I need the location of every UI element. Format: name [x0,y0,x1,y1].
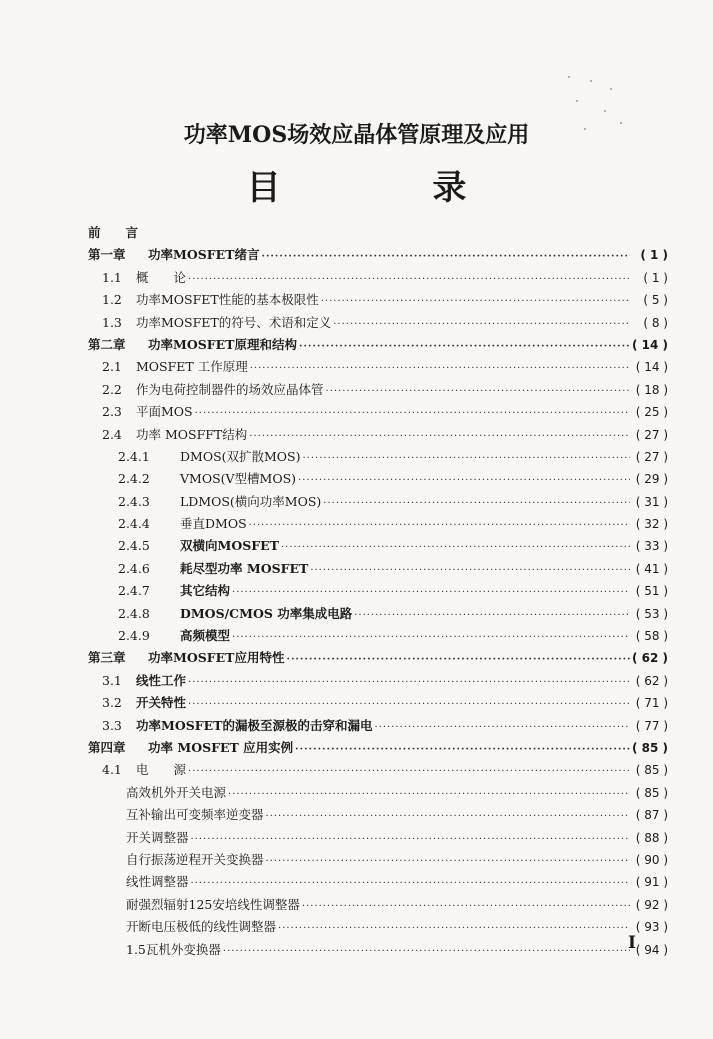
toc-entry-title: 电 源 [136,762,187,778]
toc-entry [88,513,668,535]
toc-entry [88,916,668,938]
toc-leader-dots [323,493,630,515]
toc-entry [88,244,668,266]
toc-entry [88,424,668,446]
toc-entry-number: 2.1 [102,359,122,375]
toc-entry-number: 2.4.4 [118,516,150,532]
toc-leader-dots [191,829,630,851]
toc-entry-number: 3.1 [102,672,122,688]
toc-entry-number: 2.4 [102,426,122,442]
toc-entry [88,312,668,334]
toc-entry [88,446,668,468]
toc-entry [88,603,668,625]
toc-entry-title: DMOS/CMOS 功率集成电路 [180,605,353,621]
toc-leader-dots [261,246,630,268]
toc-entry-number: 2.4.3 [118,493,150,509]
toc-entry [88,625,668,647]
toc-entry-page: ( 85 ) [631,740,668,755]
toc-entry-number: 3.2 [102,695,122,711]
toc-leader-dots [298,470,630,492]
toc-entry [88,715,668,737]
toc-entry-page: ( 85 ) [635,785,668,800]
book-title: 功率MOS场效应晶体管原理及应用 [183,122,530,148]
toc-entry-page: ( 85 ) [635,763,668,778]
toc-entry-page: ( 41 ) [635,561,668,576]
toc-entry [88,267,668,289]
toc-entry-page: ( 27 ) [635,449,668,464]
toc-leader-dots [228,784,630,806]
toc-entry-page: ( 18 ) [635,382,668,397]
toc-entry [88,491,668,513]
toc-entry-title: 功率MOSFET绪言 [148,247,260,263]
toc-entry-title: 开关调整器 [126,829,189,845]
toc-leader-dots [249,426,630,448]
toc-leader-dots [188,761,630,783]
toc-entry-title: 其它结构 [180,583,231,599]
toc-entry-number: 1.2 [102,292,122,308]
toc-leader-dots [286,649,630,671]
toc-entry-title: 耐强烈辐射125安培线性调整器 [126,896,300,912]
toc-entry-number: 2.4.6 [118,560,150,576]
toc-entry-title: 作为电荷控制器件的场效应晶体管 [136,381,324,397]
toc-entry [88,782,668,804]
toc-entry-title: 功率MOSFET原理和结构 [148,336,297,352]
toc-entry-title: 线性调整器 [126,874,189,890]
toc-leader-dots [281,537,630,559]
toc-entry [88,894,668,916]
toc-entry [88,558,668,580]
toc-entry-page: ( 31 ) [635,494,668,509]
toc-entry [88,289,668,311]
toc-leader-dots [303,448,631,470]
toc-entry-title: DMOS(双扩散MOS) [180,448,301,464]
toc-leader-dots [310,560,630,582]
toc-leader-dots [191,873,630,895]
toc-entry [88,356,668,378]
toc-entry [88,535,668,557]
toc-entry [88,670,668,692]
toc-entry [88,849,668,871]
toc-entry-number: 2.3 [102,404,122,420]
toc-entry [88,647,668,669]
toc-leader-dots [232,582,630,604]
toc-entry [88,804,668,826]
toc-entry-title: 功率MOSFET的符号、术语和定义 [136,314,332,330]
toc-entry [88,939,668,961]
toc-entry-number: 第一章 [88,247,126,263]
toc-entry-page: ( 88 ) [635,830,668,845]
toc-entry-title: 功率 MOSFET 应用实例 [148,739,294,755]
toc-entry-title: 自行振荡逆程开关变换器 [126,851,264,867]
toc-entry-number: 2.4.7 [118,583,150,599]
toc-entry-title: VMOS(V型槽MOS) [180,471,297,487]
toc-leader-dots [321,291,630,313]
toc-entry-page: ( 14 ) [631,337,668,352]
toc-entry-number: 2.4.5 [118,538,150,554]
toc-leader-dots [333,314,630,336]
toc-entry-number: 2.4.2 [118,471,150,487]
table-of-contents [88,222,668,961]
toc-leader-dots [188,269,630,291]
toc-entry-title: 双横向MOSFET [180,538,279,554]
toc-leader-dots [223,941,630,963]
toc-entry-page: ( 8 ) [643,315,668,330]
toc-entry [88,827,668,849]
toc-entry-number: 2.4.9 [118,628,150,644]
toc-entry-title: 耗尽型功率 MOSFET [180,560,309,576]
toc-entry-number: 前 言 [88,225,139,240]
toc-leader-dots [266,806,630,828]
toc-entry-page: ( 53 ) [635,606,668,621]
toc-entry-title: 功率 MOSFFT结构 [136,426,248,442]
toc-entry-title: 开关特性 [136,695,187,711]
toc-leader-dots [299,336,630,358]
toc-entry-page: ( 93 ) [635,920,668,935]
toc-entry-page: ( 1 ) [643,270,668,285]
toc-entry-number: 2.2 [102,381,122,397]
toc-entry-page: ( 32 ) [635,517,668,532]
toc-leader-dots [302,896,630,918]
toc-entry-page: ( 87 ) [635,808,668,823]
toc-entry-page: ( 62 ) [631,651,668,666]
toc-leader-dots [249,515,630,537]
toc-leader-dots [232,627,630,649]
toc-entry-page: ( 5 ) [643,293,668,308]
toc-entry-page: ( 51 ) [635,584,668,599]
toc-entry-page: ( 27 ) [635,427,668,442]
toc-leader-dots [326,381,630,403]
toc-entry [88,737,668,759]
toc-entry [88,401,668,423]
toc-heading: 目 录 [246,168,537,208]
toc-entry-page: ( 94 ) [635,942,668,957]
toc-entry-page: ( 91 ) [635,875,668,890]
toc-leader-dots [188,672,630,694]
toc-leader-dots [295,739,630,761]
toc-leader-dots [250,358,630,380]
toc-leader-dots [354,605,630,627]
toc-entry-page: ( 77 ) [635,718,668,733]
toc-entry [88,222,668,244]
toc-entry-title: LDMOS(横向功率MOS) [180,493,322,509]
toc-entry [88,379,668,401]
toc-entry-number: 2.4.1 [118,448,150,464]
toc-entry-number: 3.3 [102,717,122,733]
toc-entry-title: 高频模型 [180,628,231,644]
toc-entry [88,692,668,714]
toc-entry-title: 概 论 [136,269,187,285]
toc-entry-page: ( 29 ) [635,472,668,487]
toc-entry [88,334,668,356]
toc-entry-page: ( 62 ) [635,673,668,688]
toc-entry-title: MOSFET 工作原理 [136,359,248,375]
toc-entry-number: 2.4.8 [118,605,150,621]
toc-entry-page: ( 90 ) [635,852,668,867]
toc-entry-title: 1.5瓦机外变换器 [126,941,221,957]
toc-entry-page: ( 25 ) [635,405,668,420]
toc-entry [88,759,668,781]
toc-entry-page: ( 92 ) [635,897,668,912]
page-folio: I [628,933,636,953]
toc-entry-page: ( 33 ) [635,539,668,554]
toc-entry-page: ( 1 ) [640,248,668,263]
toc-entry-title: 开断电压极低的线性调整器 [126,919,277,935]
toc-entry-number: 1.1 [102,269,122,285]
toc-leader-dots [188,694,630,716]
toc-entry-number: 第二章 [88,336,126,352]
toc-leader-dots [278,918,630,940]
toc-entry [88,468,668,490]
toc-entry-title: 功率MOSFET应用特性 [148,650,285,666]
toc-entry-page: ( 58 ) [635,629,668,644]
toc-entry-title: 功率MOSFET的漏极至源极的击穿和漏电 [136,717,373,733]
toc-entry-number: 4.1 [102,762,122,778]
toc-entry-number: 1.3 [102,314,122,330]
toc-entry-title: 平面MOS [136,404,193,420]
toc-entry-page: ( 71 ) [635,696,668,711]
toc-leader-dots [195,403,630,425]
toc-leader-dots [266,851,630,873]
toc-entry-title: 线性工作 [136,672,187,688]
toc-entry-page: ( 14 ) [635,360,668,375]
toc-entry [88,580,668,602]
toc-entry-number: 第三章 [88,650,126,666]
toc-entry [88,871,668,893]
toc-entry-title: 互补输出可变频率逆变器 [126,807,264,823]
toc-entry-title: 功率MOSFET性能的基本极限性 [136,292,319,308]
toc-leader-dots [374,717,630,739]
toc-entry-number: 第四章 [88,739,126,755]
toc-entry-title: 垂直DMOS [180,516,247,532]
toc-entry-title: 高效机外开关电源 [126,784,227,800]
